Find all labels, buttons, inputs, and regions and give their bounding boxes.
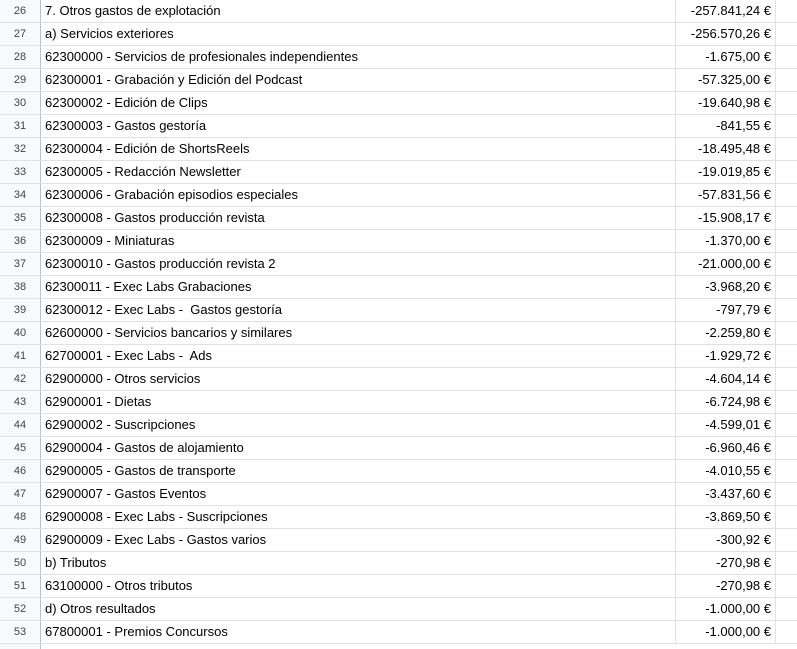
amount-cell[interactable]: -57.325,00 € xyxy=(676,69,776,91)
amount-cell[interactable]: -19.640,98 € xyxy=(676,92,776,114)
sheet-row xyxy=(0,92,797,115)
sheet-row xyxy=(0,391,797,414)
account-cell[interactable]: 62300006 - Grabación episodios especiales xyxy=(41,184,676,206)
account-cell[interactable]: 62300011 - Exec Labs Grabaciones xyxy=(41,276,676,298)
account-cell[interactable]: 62900002 - Suscripciones xyxy=(41,414,676,436)
account-cell[interactable]: 62300001 - Grabación y Edición del Podcast xyxy=(41,69,676,91)
row-header[interactable]: 42 xyxy=(0,368,41,390)
row-header[interactable]: 34 xyxy=(0,184,41,206)
amount-cell[interactable]: -797,79 € xyxy=(676,299,776,321)
empty-cell[interactable] xyxy=(776,322,797,344)
sheet-row xyxy=(0,46,797,69)
sheet-row xyxy=(0,0,797,23)
empty-cell[interactable] xyxy=(776,460,797,482)
row-header[interactable]: 32 xyxy=(0,138,41,160)
row-header[interactable]: 36 xyxy=(0,230,41,252)
account-cell[interactable]: a) Servicios exteriores xyxy=(41,23,676,45)
account-cell[interactable]: 62900001 - Dietas xyxy=(41,391,676,413)
account-cell[interactable]: 62900000 - Otros servicios xyxy=(41,368,676,390)
row-header[interactable]: 27 xyxy=(0,23,41,45)
row-header[interactable]: 38 xyxy=(0,276,41,298)
sheet-row xyxy=(0,184,797,207)
amount-cell[interactable]: -1.929,72 € xyxy=(676,345,776,367)
row-header[interactable]: 49 xyxy=(0,529,41,551)
amount-cell[interactable]: -4.010,55 € xyxy=(676,460,776,482)
row-header[interactable]: 51 xyxy=(0,575,41,597)
row-header[interactable]: 29 xyxy=(0,69,41,91)
account-cell[interactable]: 62900008 - Exec Labs - Suscripciones xyxy=(41,506,676,528)
empty-cell[interactable] xyxy=(776,276,797,298)
account-cell[interactable]: 62300010 - Gastos producción revista 2 xyxy=(41,253,676,275)
amount-cell[interactable]: -4.604,14 € xyxy=(676,368,776,390)
empty-cell[interactable] xyxy=(776,161,797,183)
amount-cell[interactable]: -15.908,17 € xyxy=(676,207,776,229)
empty-cell[interactable] xyxy=(776,575,797,597)
amount-cell[interactable]: -4.599,01 € xyxy=(676,414,776,436)
empty-cell[interactable] xyxy=(776,115,797,137)
sheet-row xyxy=(0,575,797,598)
empty-cell[interactable] xyxy=(776,92,797,114)
row-header[interactable]: 40 xyxy=(0,322,41,344)
amount-cell[interactable]: -6.724,98 € xyxy=(676,391,776,413)
empty-cell[interactable] xyxy=(776,138,797,160)
empty-cell[interactable] xyxy=(776,391,797,413)
sheet-row xyxy=(0,552,797,575)
sheet-row xyxy=(0,161,797,184)
empty-cell[interactable] xyxy=(776,230,797,252)
row-header[interactable]: 39 xyxy=(0,299,41,321)
sheet-row xyxy=(0,598,797,621)
row-header[interactable]: 50 xyxy=(0,552,41,574)
row-header[interactable]: 41 xyxy=(0,345,41,367)
sheet-row xyxy=(0,368,797,391)
amount-cell[interactable]: -841,55 € xyxy=(676,115,776,137)
account-cell[interactable]: 62900007 - Gastos Eventos xyxy=(41,483,676,505)
account-cell[interactable]: 62700001 - Exec Labs - Ads xyxy=(41,345,676,367)
amount-cell[interactable]: -19.019,85 € xyxy=(676,161,776,183)
account-cell[interactable]: 62300003 - Gastos gestoría xyxy=(41,115,676,137)
amount-cell[interactable]: -3.869,50 € xyxy=(676,506,776,528)
row-header[interactable]: 43 xyxy=(0,391,41,413)
empty-cell[interactable] xyxy=(776,207,797,229)
sheet-row xyxy=(0,299,797,322)
account-cell[interactable]: 62600000 - Servicios bancarios y similares xyxy=(41,322,676,344)
amount-cell[interactable]: -257.841,24 € xyxy=(676,0,776,22)
empty-cell[interactable] xyxy=(776,46,797,68)
account-cell[interactable]: b) Tributos xyxy=(41,552,676,574)
amount-cell[interactable]: -3.437,60 € xyxy=(676,483,776,505)
row-header[interactable]: 52 xyxy=(0,598,41,620)
sheet-row xyxy=(0,460,797,483)
empty-cell[interactable] xyxy=(776,529,797,551)
sheet-row xyxy=(0,322,797,345)
account-cell[interactable]: 62300005 - Redacción Newsletter xyxy=(41,161,676,183)
account-cell[interactable]: 62900009 - Exec Labs - Gastos varios xyxy=(41,529,676,551)
account-cell[interactable]: 62300002 - Edición de Clips xyxy=(41,92,676,114)
row-header[interactable]: 35 xyxy=(0,207,41,229)
account-cell[interactable]: 62300009 - Miniaturas xyxy=(41,230,676,252)
empty-cell[interactable] xyxy=(776,299,797,321)
empty-cell[interactable] xyxy=(776,552,797,574)
empty-cell[interactable] xyxy=(776,253,797,275)
row-header[interactable]: 47 xyxy=(0,483,41,505)
empty-cell[interactable] xyxy=(776,506,797,528)
amount-cell[interactable]: -1.000,00 € xyxy=(676,598,776,620)
sheet-row xyxy=(0,69,797,92)
empty-cell[interactable] xyxy=(776,345,797,367)
empty-cell[interactable] xyxy=(776,437,797,459)
amount-cell[interactable]: -1.675,00 € xyxy=(676,46,776,68)
sheet-row xyxy=(0,115,797,138)
empty-cell[interactable] xyxy=(776,621,797,643)
account-cell[interactable]: 63100000 - Otros tributos xyxy=(41,575,676,597)
empty-cell[interactable] xyxy=(776,0,797,22)
amount-cell[interactable]: -300,92 € xyxy=(676,529,776,551)
empty-cell[interactable] xyxy=(776,368,797,390)
amount-cell[interactable]: -1.370,00 € xyxy=(676,230,776,252)
amount-cell[interactable]: -1.000,00 € xyxy=(676,621,776,643)
row-header[interactable]: 46 xyxy=(0,460,41,482)
sheet-row xyxy=(0,253,797,276)
amount-cell[interactable]: -18.495,48 € xyxy=(676,138,776,160)
row-header[interactable]: 26 xyxy=(0,0,41,22)
row-header[interactable]: 44 xyxy=(0,414,41,436)
amount-cell[interactable]: -270,98 € xyxy=(676,552,776,574)
amount-cell[interactable]: -21.000,00 € xyxy=(676,253,776,275)
account-cell[interactable]: 62300012 - Exec Labs - Gastos gestoría xyxy=(41,299,676,321)
sheet-row xyxy=(0,437,797,460)
row-header-gutter xyxy=(0,644,41,649)
account-cell[interactable]: 7. Otros gastos de explotación xyxy=(41,0,676,22)
amount-cell[interactable]: -256.570,26 € xyxy=(676,23,776,45)
empty-cell[interactable] xyxy=(776,184,797,206)
sheet-row xyxy=(0,138,797,161)
account-cell[interactable]: 67800001 - Premios Concursos xyxy=(41,621,676,643)
row-header[interactable]: 33 xyxy=(0,161,41,183)
sheet-row xyxy=(0,506,797,529)
account-cell[interactable]: 62300004 - Edición de ShortsReels xyxy=(41,138,676,160)
empty-cell[interactable] xyxy=(776,69,797,91)
sheet-row xyxy=(0,207,797,230)
amount-cell[interactable]: -6.960,46 € xyxy=(676,437,776,459)
empty-cell[interactable] xyxy=(776,483,797,505)
sheet-row xyxy=(0,230,797,253)
row-header[interactable]: 37 xyxy=(0,253,41,275)
account-cell[interactable]: 62300008 - Gastos producción revista xyxy=(41,207,676,229)
sheet-row xyxy=(0,276,797,299)
account-cell[interactable]: 62300000 - Servicios de profesionales independientes xyxy=(41,46,676,68)
amount-cell[interactable]: -3.968,20 € xyxy=(676,276,776,298)
row-header[interactable]: 30 xyxy=(0,92,41,114)
row-header[interactable]: 28 xyxy=(0,46,41,68)
sheet-row xyxy=(0,621,797,644)
empty-cell[interactable] xyxy=(776,598,797,620)
account-cell[interactable]: 62900004 - Gastos de alojamiento xyxy=(41,437,676,459)
account-cell[interactable]: d) Otros resultados xyxy=(41,598,676,620)
empty-cell[interactable] xyxy=(776,414,797,436)
sheet-row xyxy=(0,414,797,437)
amount-cell[interactable]: -57.831,56 € xyxy=(676,184,776,206)
row-header[interactable]: 53 xyxy=(0,621,41,643)
amount-cell[interactable]: -2.259,80 € xyxy=(676,322,776,344)
sheet-row xyxy=(0,23,797,46)
account-cell[interactable]: 62900005 - Gastos de transporte xyxy=(41,460,676,482)
amount-cell[interactable]: -270,98 € xyxy=(676,575,776,597)
sheet-row xyxy=(0,529,797,552)
row-header[interactable]: 48 xyxy=(0,506,41,528)
sheet-row xyxy=(0,345,797,368)
sheet-row xyxy=(0,483,797,506)
row-header[interactable]: 31 xyxy=(0,115,41,137)
empty-cell[interactable] xyxy=(776,23,797,45)
row-header[interactable]: 45 xyxy=(0,437,41,459)
